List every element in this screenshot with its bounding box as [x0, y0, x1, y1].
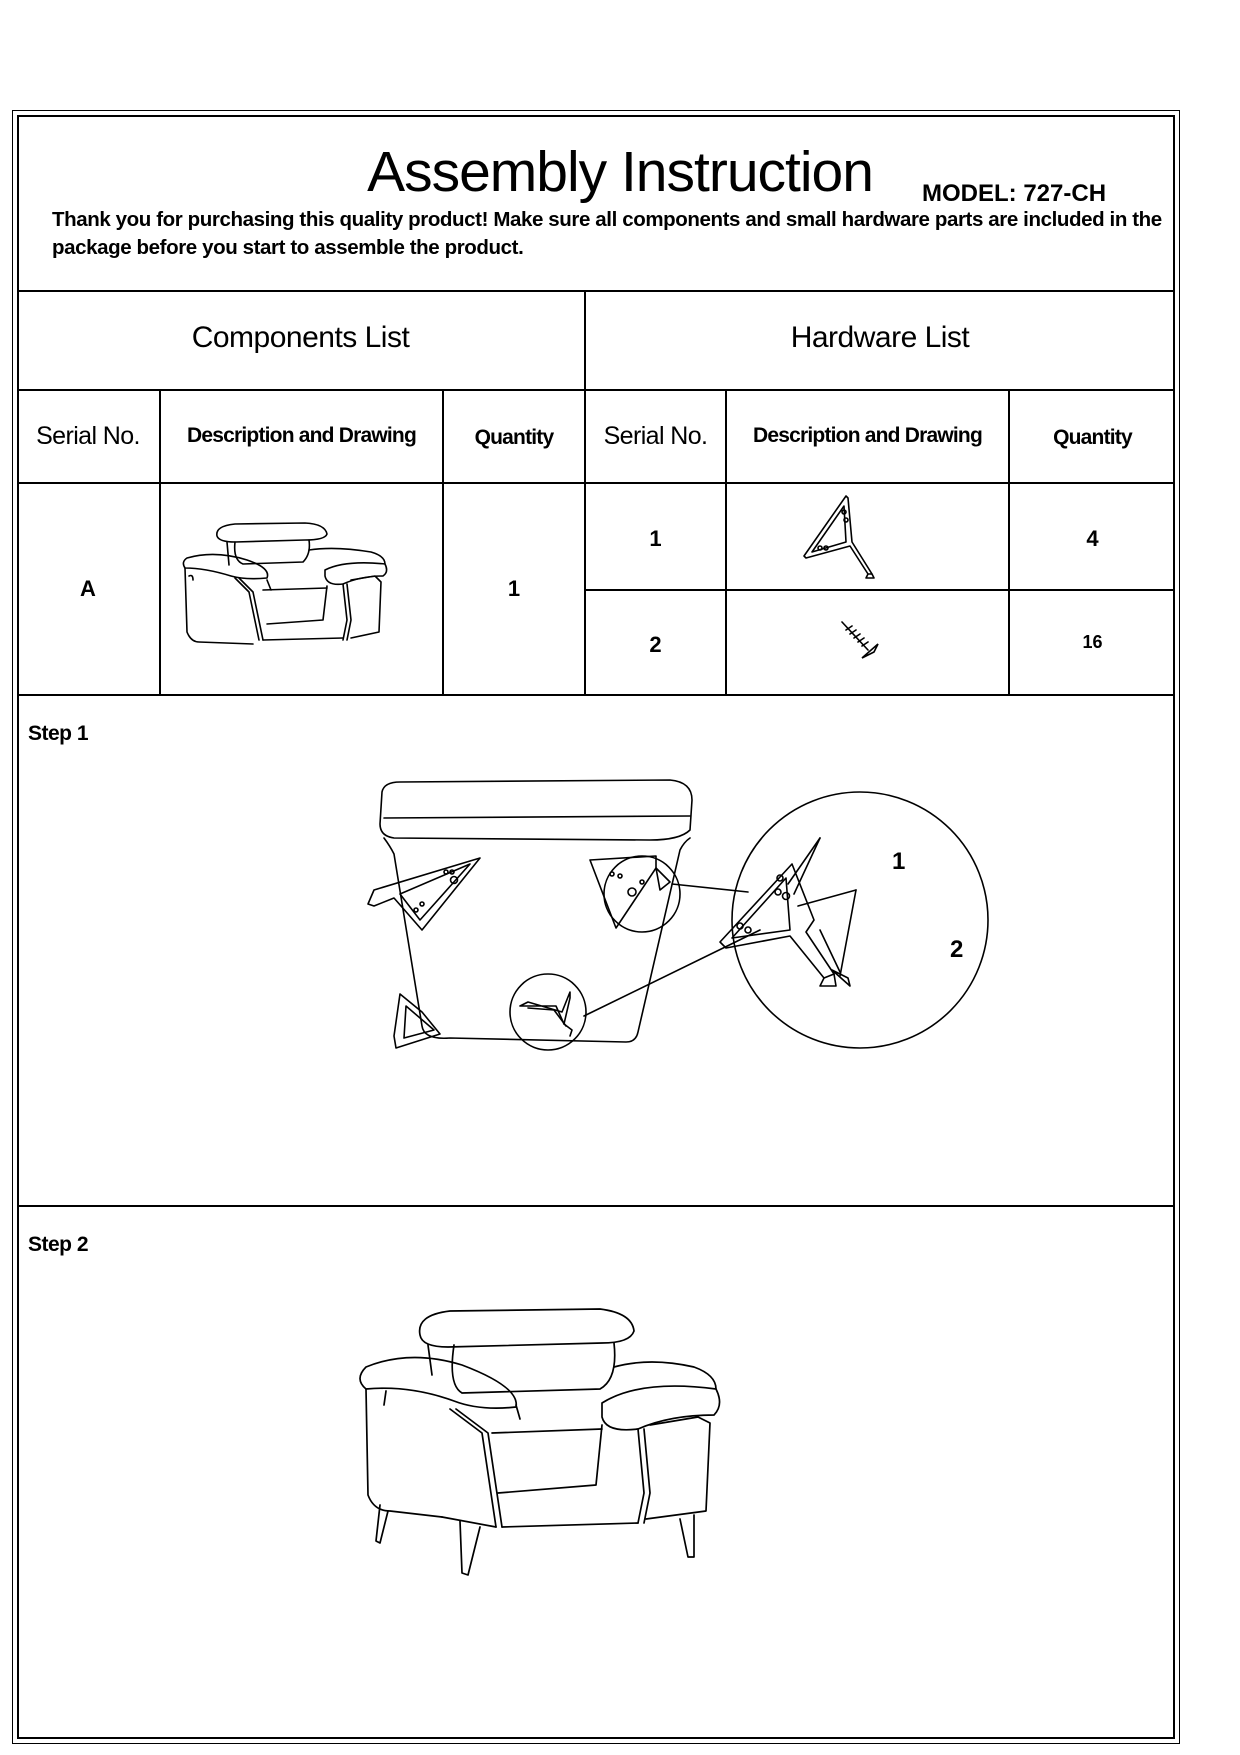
page-title: Assembly Instruction — [367, 140, 873, 204]
hardware-list-title: Hardware List — [790, 321, 970, 354]
comp-col-serial: Serial No. — [36, 422, 140, 450]
comp-col-quantity: Quantity — [474, 426, 554, 449]
divider-header — [17, 290, 1175, 292]
comp-col-description: Description and Drawing — [187, 424, 416, 447]
comp-row-quantity: 1 — [507, 576, 521, 601]
hw-row1-serial: 1 — [649, 526, 662, 551]
hw-row2-quantity: 16 — [1082, 632, 1103, 652]
leg-hardware-icon — [800, 494, 880, 580]
divider-section-titles — [17, 389, 1175, 391]
intro-text: Thank you for purchasing this quality product! Make sure all components and small hardware parts are included in the package before you start to assemble the product. — [52, 208, 1162, 259]
screw-hardware-icon — [838, 618, 888, 668]
callout-2: 2 — [950, 936, 964, 963]
step1-label: Step 1 — [28, 722, 89, 745]
armchair-drawing — [175, 520, 435, 650]
callout-1: 1 — [892, 848, 906, 875]
divider-column-heads — [17, 482, 1175, 484]
step2-label: Step 2 — [28, 1233, 89, 1256]
comp-row-serial: A — [80, 576, 96, 601]
components-list-title: Components List — [191, 321, 410, 354]
hw-row1-quantity: 4 — [1086, 526, 1099, 551]
hw-col-quantity: Quantity — [1053, 426, 1132, 449]
hw-col-description: Description and Drawing — [753, 424, 982, 447]
divider-step1-end — [17, 1205, 1175, 1207]
step2-assembled-armchair — [350, 1305, 830, 1605]
divider-table-end — [17, 694, 1175, 696]
hw-row2-serial: 2 — [649, 632, 662, 657]
divider-hardware-rows — [585, 589, 1175, 591]
model-number: MODEL: 727-CH — [922, 180, 1107, 207]
hw-col-serial: Serial No. — [603, 422, 708, 450]
